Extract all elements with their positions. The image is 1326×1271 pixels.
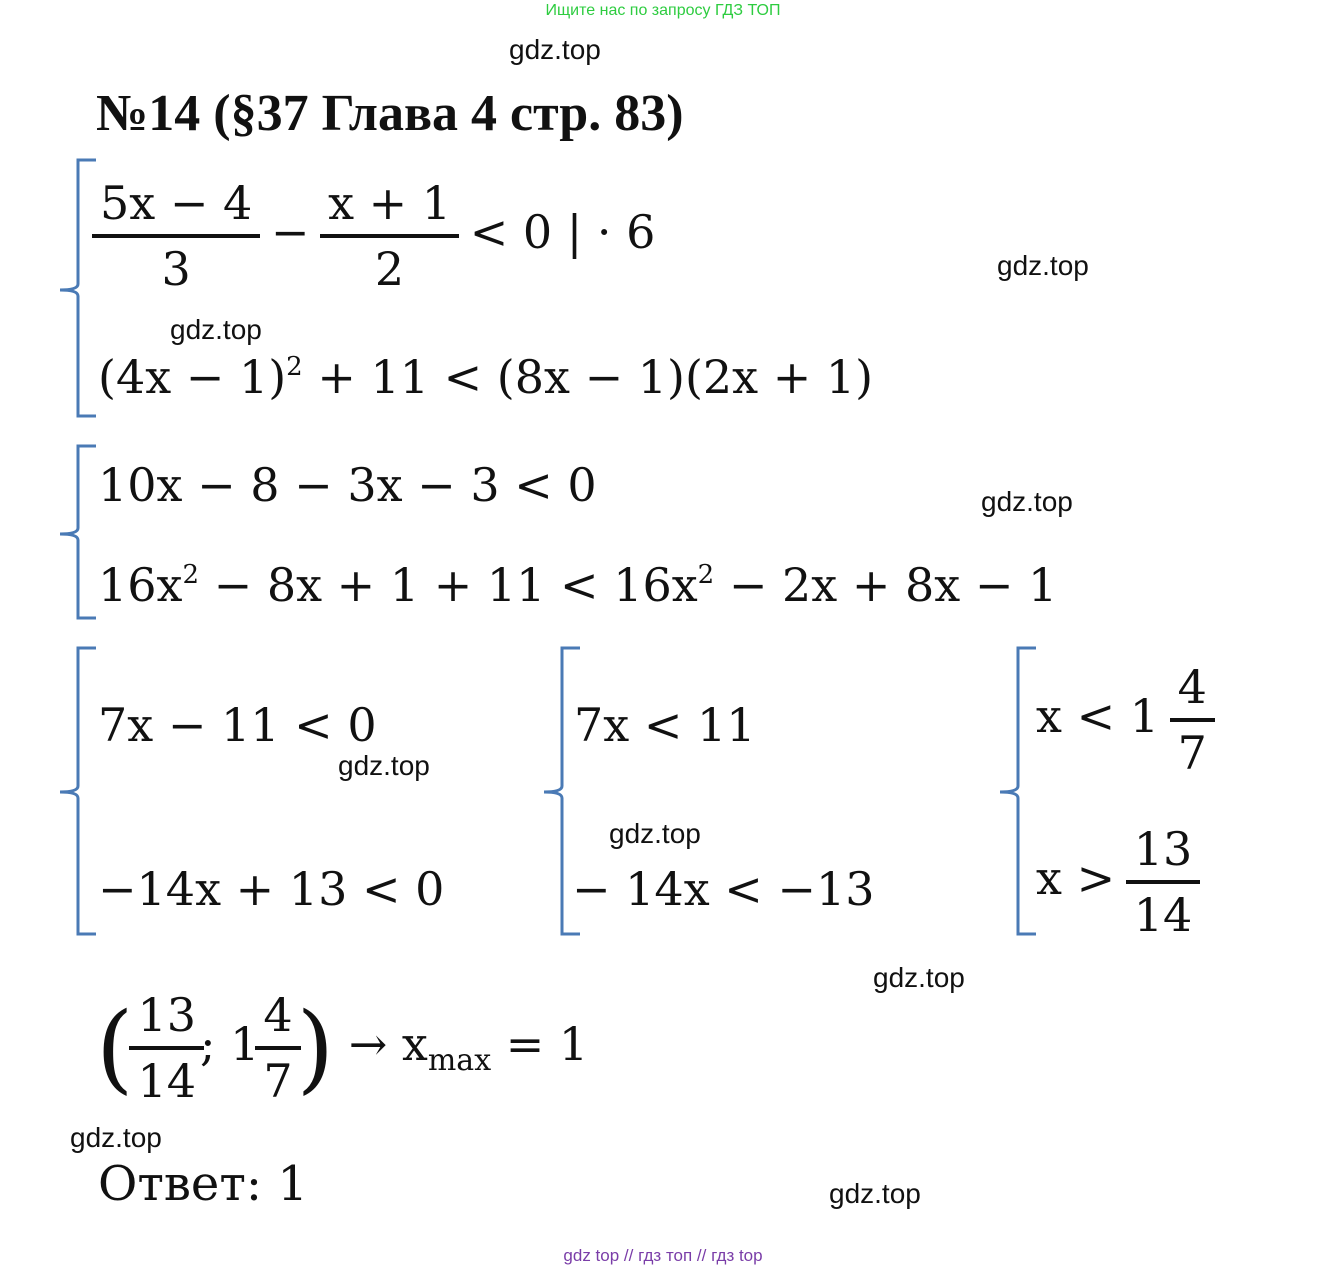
denominator: 7 [255, 1046, 300, 1108]
system3b-line1: 7x < 11 [574, 698, 756, 752]
system-brace [52, 646, 102, 940]
separator: ; 1 [200, 1017, 260, 1071]
numerator: 5x − 4 [100, 176, 253, 230]
watermark: gdz.top [170, 314, 262, 345]
exponent: 2 [697, 560, 715, 590]
close-paren: ) [296, 992, 335, 1104]
fraction [259, 988, 296, 1108]
watermark: gdz.top [873, 962, 965, 993]
system2-line2 [98, 558, 1057, 612]
watermark: gdz.top [509, 34, 601, 65]
system3c-line2 [1036, 822, 1196, 942]
denominator: 7 [1170, 718, 1215, 780]
expression: − 2x + 8x − 1 [714, 558, 1058, 612]
open-paren: ( [96, 992, 134, 1104]
system-brace [52, 444, 102, 622]
watermark: gdz.top [70, 1122, 162, 1153]
fraction [1130, 822, 1197, 942]
watermark: gdz.top [981, 486, 1073, 517]
system3b-line2: − 14x < −13 [572, 862, 875, 916]
watermark: gdz.top [609, 818, 701, 849]
numerator: 13 [137, 988, 196, 1042]
inequality-tail: < 0 | · 6 [469, 205, 656, 259]
expression: − 8x + 1 + 11 < 16x [199, 558, 698, 612]
footer-links: gdz top // гдз топ // гдз top [563, 1246, 763, 1265]
subscript: max [427, 1043, 492, 1078]
system3a-line1: 7x − 11 < 0 [98, 698, 377, 752]
denominator: 3 [92, 234, 260, 296]
expression: 16x [98, 558, 183, 612]
denominator: 14 [129, 1046, 204, 1108]
denominator: 14 [1126, 880, 1201, 942]
equals-value: = 1 [491, 1017, 589, 1071]
expression: + 11 < (8x − 1)(2x + 1) [302, 350, 874, 404]
system3c-line1 [1036, 660, 1211, 780]
watermark: gdz.top [997, 250, 1089, 281]
numerator: 4 [1177, 660, 1207, 714]
system1-line2 [98, 350, 873, 404]
top-banner: Ищите нас по запросу ГДЗ ТОП [545, 2, 781, 19]
exponent: 2 [286, 352, 303, 382]
fraction [1174, 660, 1211, 780]
exponent: 2 [182, 560, 200, 590]
expression: (4x − 1) [98, 350, 287, 404]
problem-title: №14 (§37 Глава 4 стр. 83) [96, 85, 684, 142]
result-interval [96, 988, 588, 1108]
watermark: gdz.top [338, 750, 430, 781]
answer: Ответ: 1 [98, 1156, 308, 1212]
arrow-expression: → x [348, 1017, 428, 1071]
minus-sign: − [270, 205, 310, 259]
expression: x < 1 [1036, 689, 1159, 743]
fraction [324, 176, 455, 296]
system2-line1: 10x − 8 − 3x − 3 < 0 [98, 458, 597, 512]
numerator: 13 [1133, 822, 1193, 876]
watermark: gdz.top [829, 1178, 921, 1209]
system-brace [992, 646, 1042, 940]
fraction [96, 176, 256, 296]
expression: x > [1036, 851, 1116, 905]
numerator: 4 [263, 988, 293, 1042]
system1-line1 [96, 176, 655, 296]
fraction [133, 988, 200, 1108]
denominator: 2 [320, 234, 459, 296]
numerator: x + 1 [328, 176, 452, 230]
system3a-line2: −14x + 13 < 0 [98, 862, 445, 916]
